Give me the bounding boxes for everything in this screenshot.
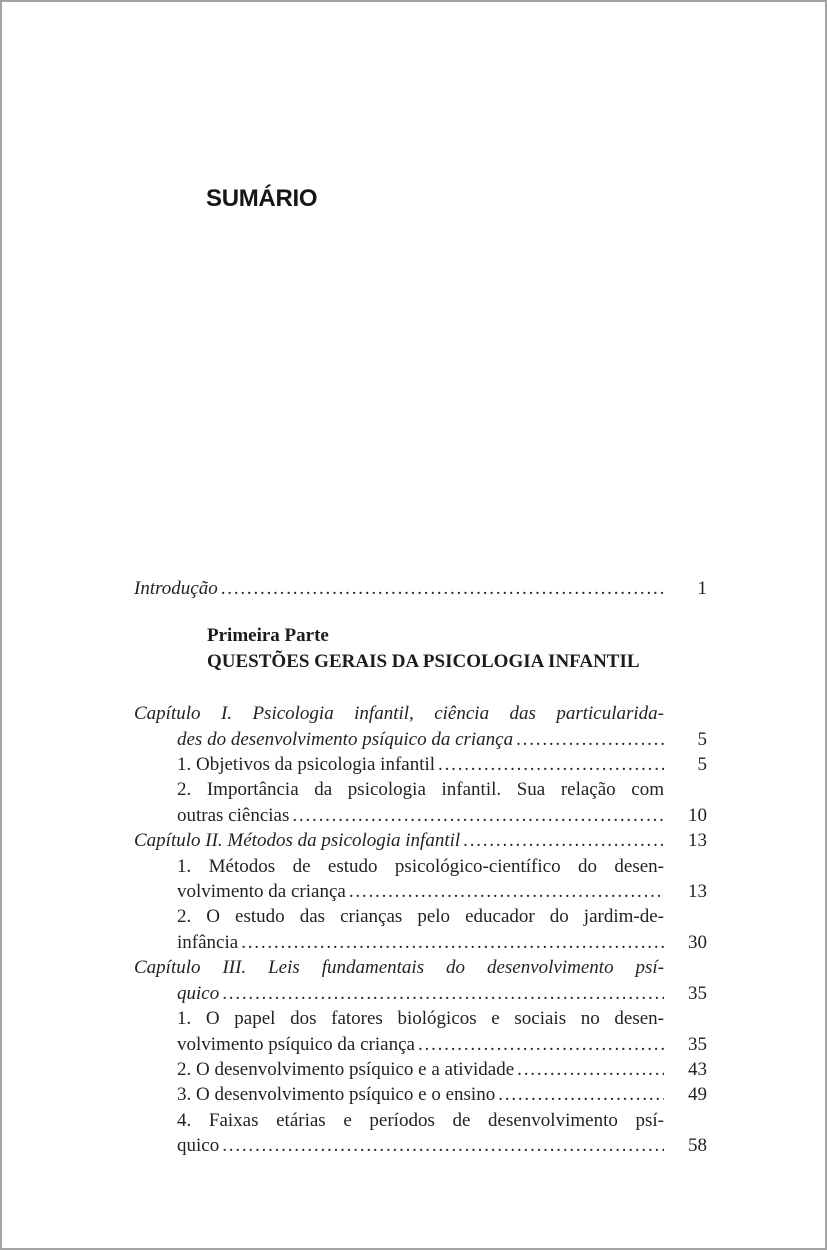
toc-line-text: volvimento da criança xyxy=(177,881,346,903)
page-number: 58 xyxy=(688,1135,707,1157)
page-number: 10 xyxy=(688,804,707,826)
dot-leader xyxy=(498,1082,664,1107)
page-number: 35 xyxy=(688,1033,707,1055)
toc-line xyxy=(134,727,707,752)
toc-line xyxy=(134,803,707,828)
toc-line xyxy=(134,879,707,904)
toc-entries-section xyxy=(134,701,707,1158)
dot-leader xyxy=(517,1057,664,1082)
toc-line xyxy=(134,828,707,853)
toc-line xyxy=(134,576,707,601)
toc-line: 4. Faixas etárias e períodos de desenvolvimento psí- xyxy=(177,1109,664,1131)
toc-line: 1. Métodos de estudo psicológico-científico do desen- xyxy=(177,855,664,877)
dot-leader xyxy=(292,803,664,828)
dot-leader xyxy=(438,752,664,777)
toc-line xyxy=(134,1133,707,1158)
toc-line-text: outras ciências xyxy=(177,804,290,826)
page-number: 43 xyxy=(688,1058,707,1080)
dot-leader xyxy=(222,981,664,1006)
toc-line: Capítulo III. Leis fundamentais do desenvolvimento psí- xyxy=(134,957,664,979)
toc-line xyxy=(134,981,707,1006)
toc-line-text: 1. Objetivos da psicologia infantil xyxy=(177,754,436,776)
dot-leader xyxy=(463,828,664,853)
dot-leader xyxy=(241,930,664,955)
part-kicker: Primeira Parte xyxy=(207,625,329,647)
toc-line-text: infância xyxy=(177,931,239,953)
page-number: 30 xyxy=(688,931,707,953)
toc-line-text: quico xyxy=(177,1135,220,1157)
page-number: 13 xyxy=(688,830,707,852)
toc-line-text: des do desenvolvimento psíquico da criança xyxy=(177,728,514,750)
toc-line: 2. O estudo das crianças pelo educador do jardim-de- xyxy=(177,906,664,928)
part-heading xyxy=(207,623,707,674)
toc-line xyxy=(134,1057,707,1082)
dot-leader xyxy=(418,1032,664,1057)
page-number: 5 xyxy=(697,754,707,776)
table-of-contents xyxy=(134,576,707,1159)
page-number: 1 xyxy=(697,578,707,599)
toc-line xyxy=(134,752,707,777)
dot-leader xyxy=(516,727,664,752)
toc-line: Capítulo I. Psicologia infantil, ciência das particularida- xyxy=(134,703,664,725)
page-title: SUMÁRIO xyxy=(206,185,318,212)
page-number: 35 xyxy=(688,982,707,1004)
dot-leader xyxy=(221,576,664,601)
toc-line: 1. O papel dos fatores biológicos e sociais no desen- xyxy=(177,1008,664,1030)
toc-line: 2. Importância da psicologia infantil. Sua relação com xyxy=(177,779,664,801)
toc-line xyxy=(134,1082,707,1107)
toc-intro-section xyxy=(134,576,707,601)
page-number: 13 xyxy=(688,881,707,903)
toc-line-text: volvimento psíquico da criança xyxy=(177,1033,415,1055)
toc-line-text: 3. O desenvolvimento psíquico e o ensino xyxy=(177,1084,496,1106)
toc-line xyxy=(134,1032,707,1057)
page-number: 5 xyxy=(697,728,707,750)
part-title: QUESTÕES GERAIS DA PSICOLOGIA INFANTIL xyxy=(207,650,640,672)
toc-line-text: quico xyxy=(177,982,220,1004)
dot-leader xyxy=(222,1133,664,1158)
toc-line-text: Introdução xyxy=(134,578,218,599)
toc-line xyxy=(134,930,707,955)
toc-line-text: 2. O desenvolvimento psíquico e a atividade xyxy=(177,1058,515,1080)
toc-line-text: Capítulo II. Métodos da psicologia infantil xyxy=(134,830,461,852)
dot-leader xyxy=(349,879,664,904)
page-number: 49 xyxy=(688,1084,707,1106)
